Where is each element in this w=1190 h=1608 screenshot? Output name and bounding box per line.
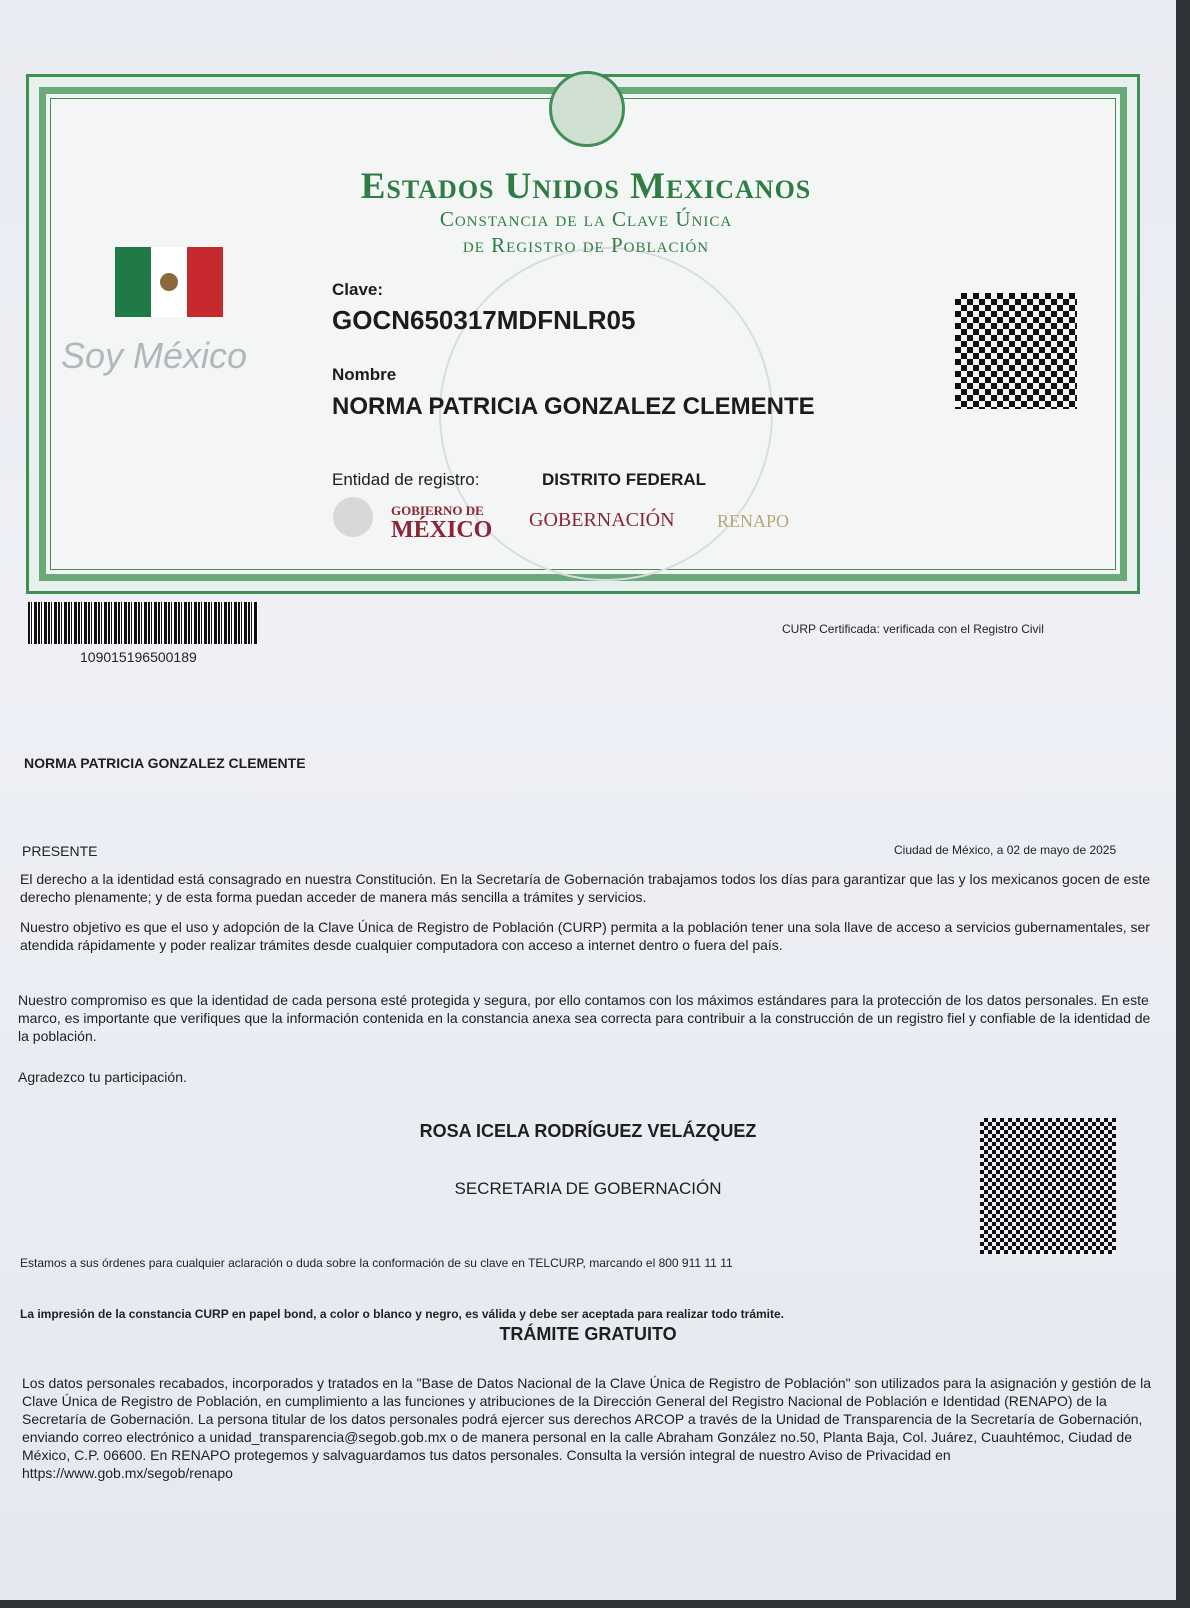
paragraph-1: El derecho a la identidad está consagrado en nuestra Constitución. En la Secretaría de Gobernación trabajamos todos los días para garantizar que las y los mexicanos gocen de este derecho plenamente; y de esta forma puedan acceder de manera más sencilla a trámites y servicios.	[20, 871, 1151, 905]
gobierno-logo-line1: GOBIERNO DE	[391, 503, 484, 518]
signer-title: SECRETARIA DE GOBERNACIÓN	[454, 1179, 722, 1198]
gobernacion-logo: GOBERNACIÓN	[529, 509, 675, 531]
thanks-text: Agradezco tu participación.	[18, 1069, 187, 1085]
signer-name: ROSA ICELA RODRÍGUEZ VELÁZQUEZ	[419, 1121, 757, 1141]
barcode-number: 109015196500189	[80, 649, 197, 665]
entidad-label: Entidad de registro:	[332, 470, 480, 489]
free-procedure: TRÁMITE GRATUITO	[499, 1324, 677, 1344]
curp-certificate	[26, 74, 1140, 594]
national-seal-icon	[549, 71, 625, 147]
signature-qr-icon	[980, 1118, 1116, 1254]
entidad-value: DISTRITO FEDERAL	[542, 470, 707, 489]
privacy-notice: Los datos personales recabados, incorporados y tratados en la "Base de Datos Nacional de la Clave Única de Registro de Población" son utilizados para la asignación y gestión de la Clave Única de Registro de Población, en cumplimiento a las funciones y atribuciones de la Dirección General del Registro Nacional de Población e Identidad (RENAPO) de la Secretaría de Gobernación. La persona titular de los datos personales podrá ejercer sus derechos ARCOP a través de la Unidad de Transparencia de la Secretaría de Gobernación, enviando correo electrónico a unidad_transparencia@segob.gob.mx o de manera personal en la calle Abraham González no.50, Planta Baja, Col. Juárez, Cuauhtémoc, Ciudad de México, C.P. 06600. En RENAPO protegemos y salvaguardamos tus datos personales. Consulta la versión integral de nuestro Aviso de Privacidad en https://www.gob.mx/segob/renapo	[22, 1375, 1152, 1481]
clave-value: GOCN650317MDFNLR05	[332, 305, 636, 335]
recipient-name: NORMA PATRICIA GONZALEZ CLEMENTE	[24, 755, 306, 771]
nombre-value: NORMA PATRICIA GONZALEZ CLEMENTE	[332, 393, 815, 420]
paragraph-3: Nuestro compromiso es que la identidad de cada persona esté protegida y segura, por ello contamos con los máximos estándares para la protección de los datos personales. En este marco, es importante que verifiques que la información contenida en la constancia anexa sea correcta para contribuir a la construcción de un registro fiel y confiable de la identidad de la población.	[18, 992, 1151, 1044]
subtitle-line-1: Constancia de la Clave Única	[439, 207, 733, 231]
print-note: La impresión de la constancia CURP en papel bond, a color o blanco y negro, es válida y debe ser aceptada para realizar todo trámite.	[20, 1307, 785, 1321]
qr-code-icon	[955, 293, 1077, 409]
clave-label: Clave:	[332, 280, 384, 299]
presente-label: PRESENTE	[22, 843, 98, 859]
contact-note: Estamos a sus órdenes para cualquier aclaración o duda sobre la conformación de su clave en TELCURP, marcando el 800 911 11 11	[20, 1256, 733, 1270]
barcode-icon	[28, 602, 258, 644]
gobierno-emblem-icon	[333, 497, 373, 537]
subtitle-line-2: de Registro de Población	[462, 233, 710, 257]
letter-date: Ciudad de México, a 02 de mayo de 2025	[894, 843, 1117, 857]
mexico-flag-icon	[115, 247, 223, 317]
certified-note: CURP Certificada: verificada con el Registro Civil	[782, 622, 1044, 636]
brand-logo: Soy México	[61, 335, 248, 376]
nombre-label: Nombre	[332, 365, 397, 384]
renapo-logo: RENAPO	[717, 511, 790, 531]
gobierno-logo-line2: MÉXICO	[391, 517, 493, 543]
country-title: Estados Unidos Mexicanos	[360, 166, 812, 207]
paragraph-2: Nuestro objetivo es que el uso y adopción de la Clave Única de Registro de Población (CURP) permita a la población tener una sola llave de acceso a servicios gubernamentales, ser atendida rápidamente y poder realizar trámites desde cualquier computadora con acceso a internet dentro o fuera del país.	[20, 919, 1150, 953]
